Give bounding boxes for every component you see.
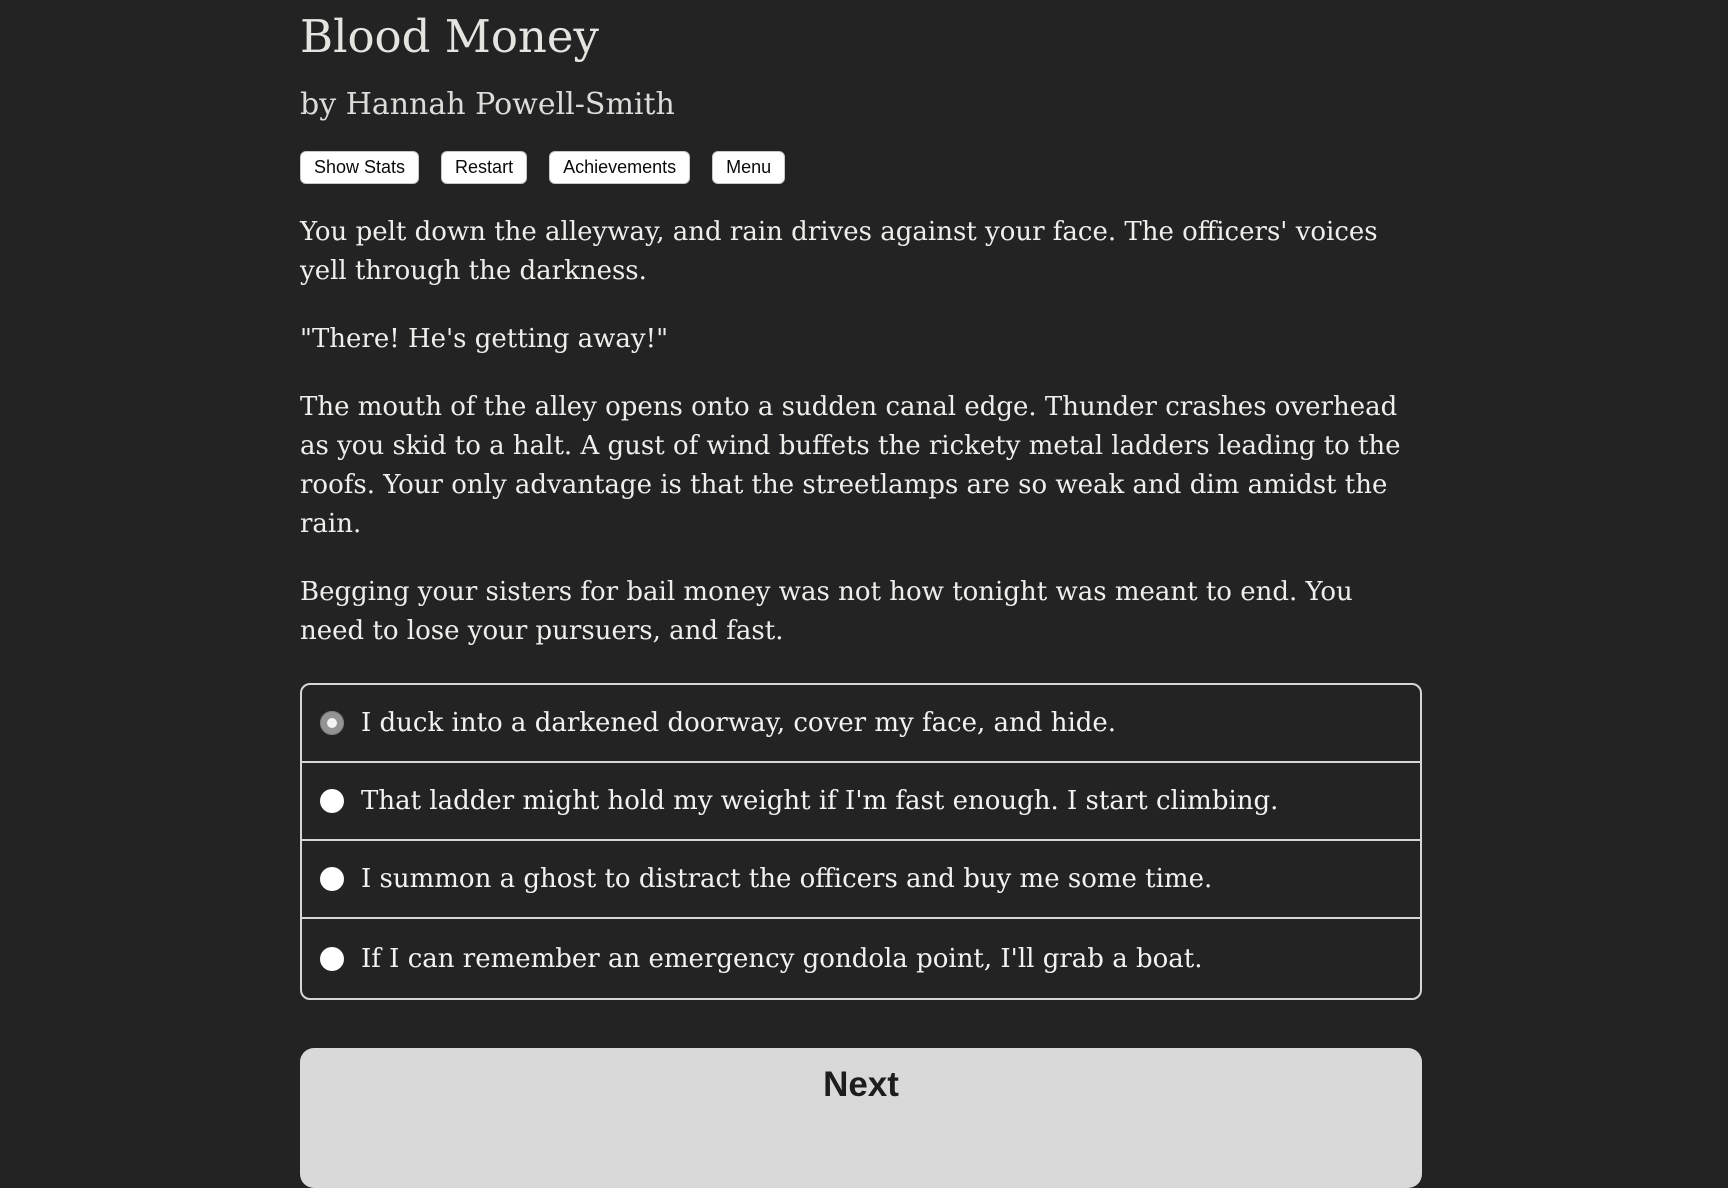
- show-stats-button[interactable]: Show Stats: [300, 151, 419, 184]
- story-paragraph: The mouth of the alley opens onto a sudden canal edge. Thunder crashes overhead as you skid to a halt. A gust of wind buffets the rickety metal ladders leading to the roofs. Your only advantage is that the streetlamps are so weak and dim amidst the rain.: [300, 392, 1401, 540]
- choice-option-ghost[interactable]: [302, 841, 1420, 919]
- story-paragraph: "There! He's getting away!": [300, 324, 669, 355]
- choice-option-hide[interactable]: [302, 685, 1420, 763]
- choice-option-gondola[interactable]: [302, 919, 1420, 998]
- choice-label: I duck into a darkened doorway, cover my face, and hide.: [361, 708, 1117, 739]
- radio-button-icon[interactable]: [320, 789, 344, 813]
- radio-button-icon[interactable]: [320, 867, 344, 891]
- story-paragraph: You pelt down the alleyway, and rain drives against your face. The officers' voices yell through the darkness.: [300, 217, 1378, 287]
- game-content: [300, 0, 1422, 1188]
- restart-button[interactable]: Restart: [441, 151, 527, 184]
- story-text: [300, 213, 1422, 651]
- story-paragraph: Begging your sisters for bail money was not how tonight was meant to end. You need to lose your pursuers, and fast.: [300, 577, 1353, 647]
- choice-label: That ladder might hold my weight if I'm fast enough. I start climbing.: [361, 786, 1279, 817]
- choice-option-climb[interactable]: [302, 763, 1420, 841]
- radio-button-icon[interactable]: [320, 947, 344, 971]
- game-title: Blood Money: [300, 10, 599, 63]
- menu-button[interactable]: Menu: [712, 151, 785, 184]
- next-button[interactable]: [300, 1048, 1422, 1188]
- next-button-label: Next: [823, 1065, 899, 1105]
- achievements-button[interactable]: Achievements: [549, 151, 690, 184]
- radio-button-icon[interactable]: [320, 711, 344, 735]
- choice-label: I summon a ghost to distract the officers and buy me some time.: [361, 864, 1213, 895]
- toolbar: [300, 151, 1422, 184]
- choice-label: If I can remember an emergency gondola point, I'll grab a boat.: [361, 943, 1203, 974]
- choice-group: [300, 683, 1422, 1000]
- game-byline: by Hannah Powell-Smith: [300, 87, 675, 123]
